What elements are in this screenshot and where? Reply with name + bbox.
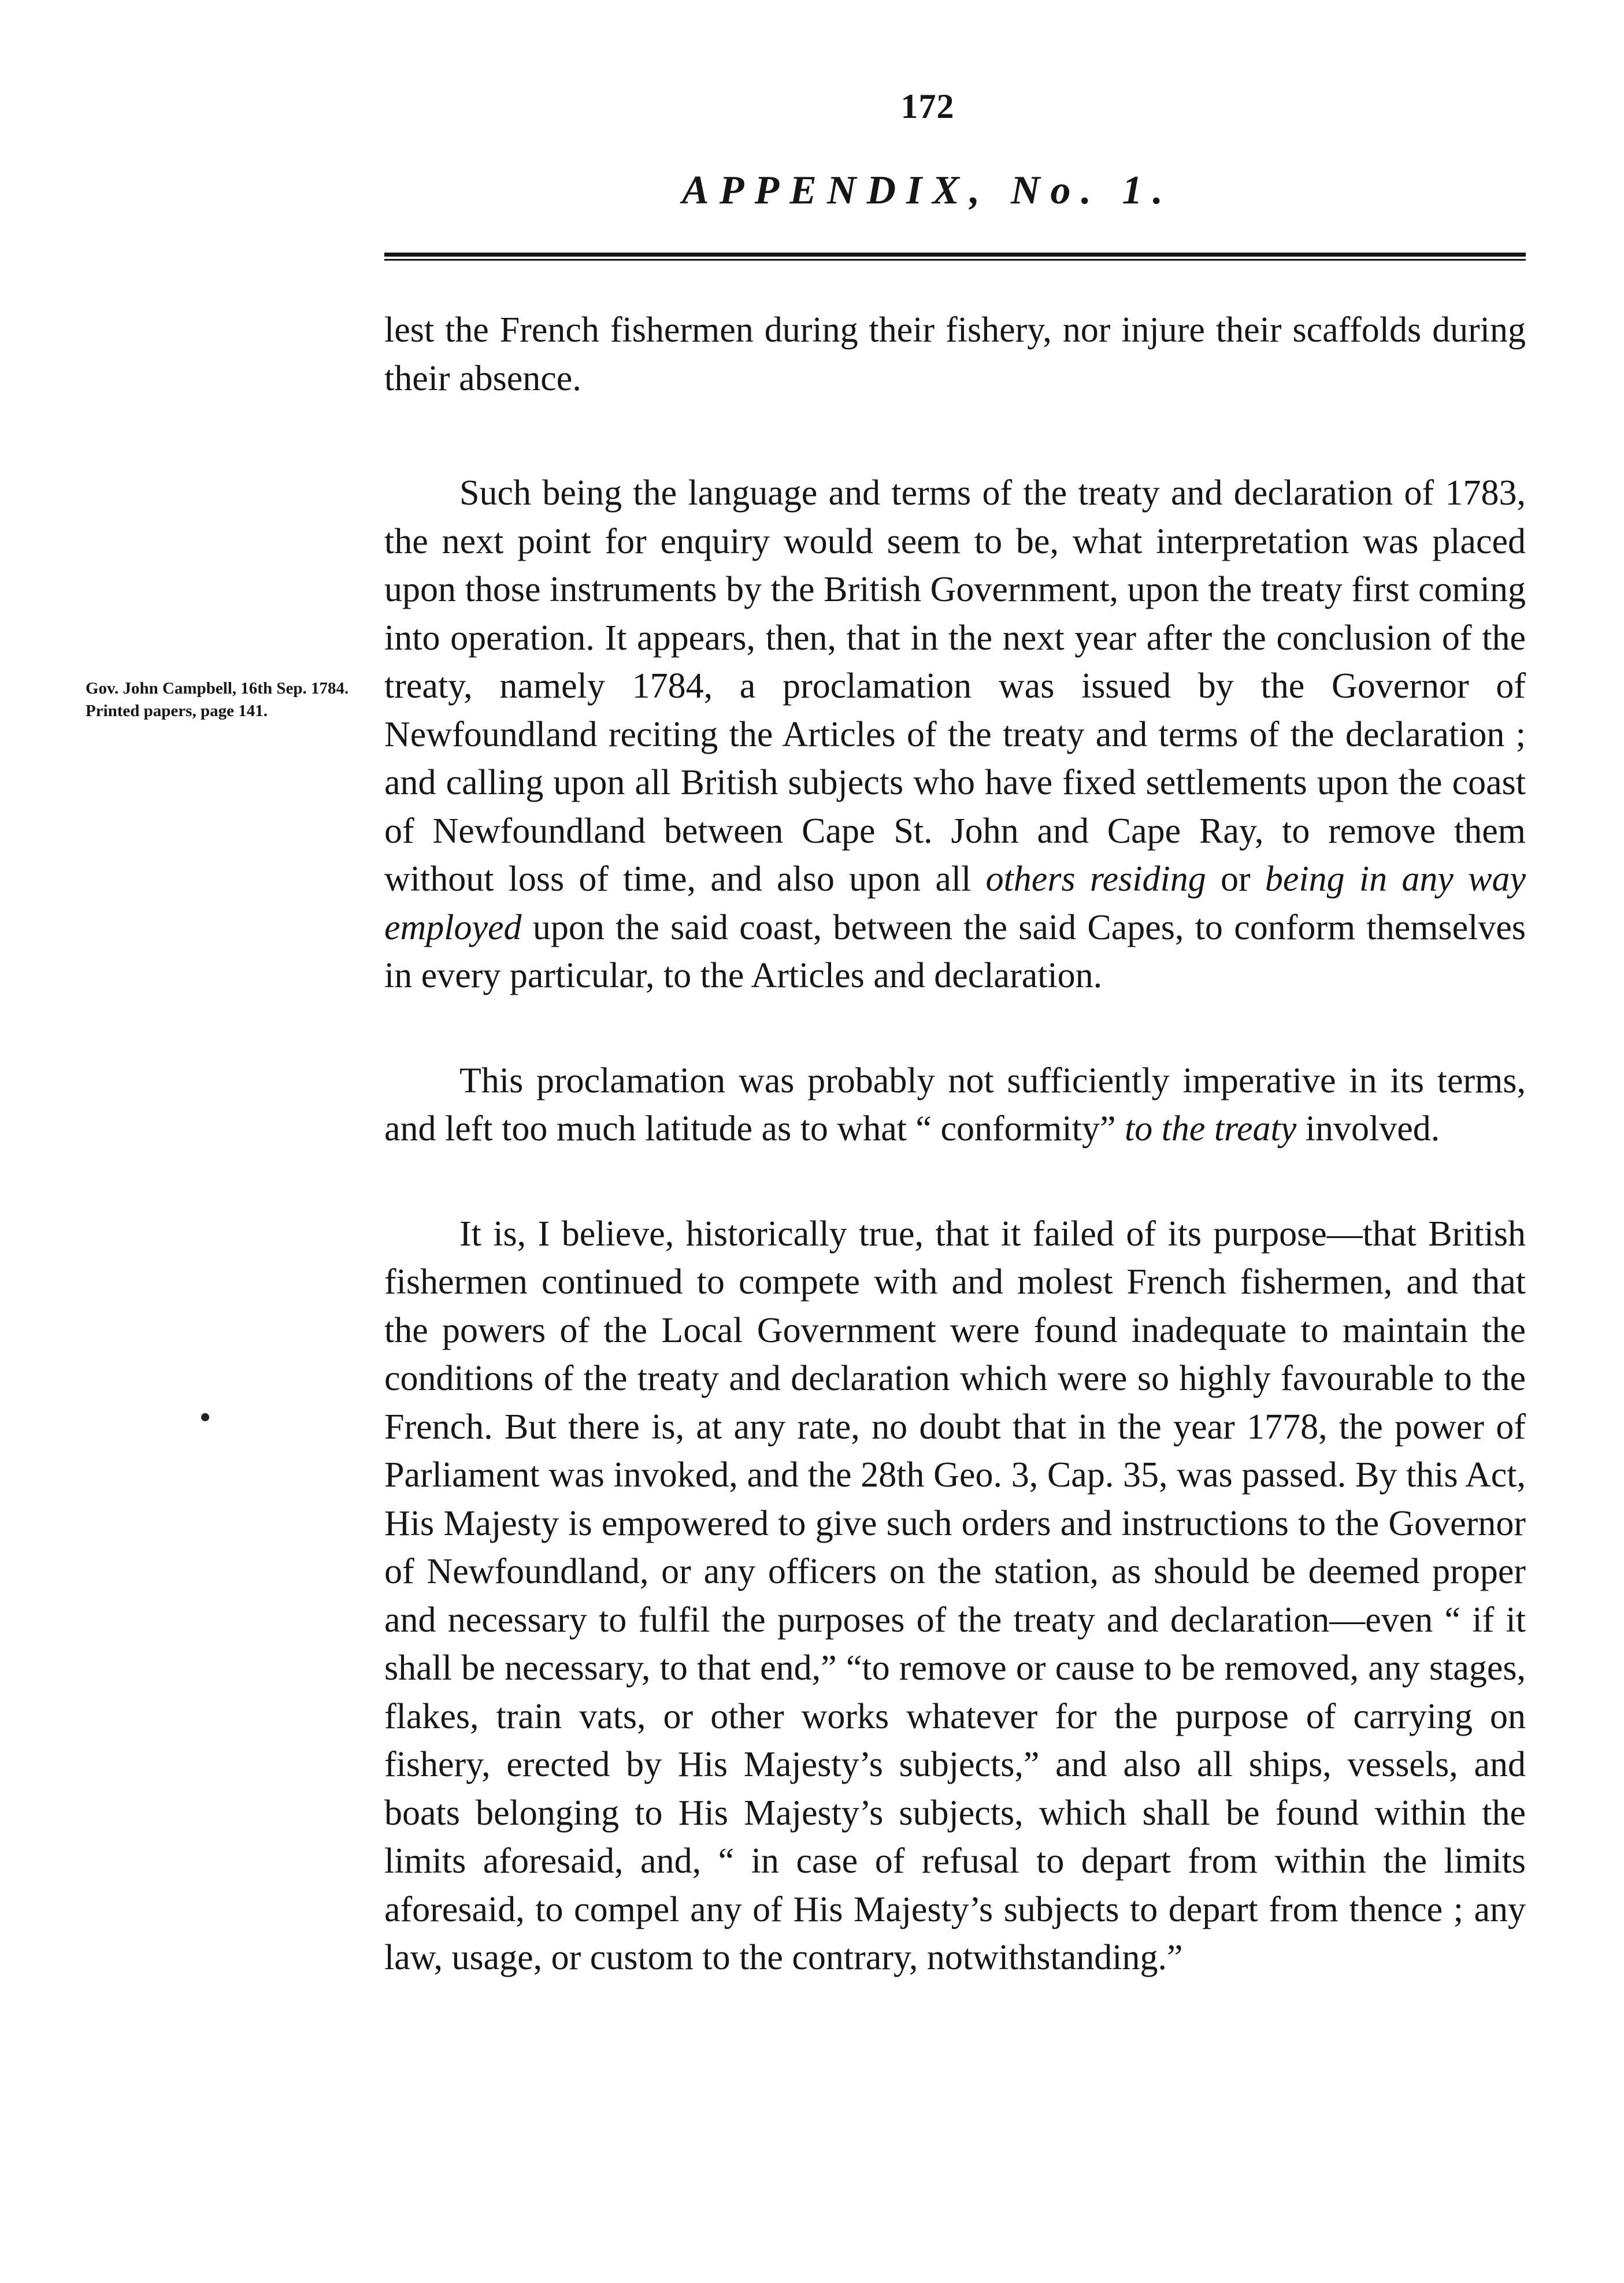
paragraph-parliament-act: It is, I believe, historically true, that it failed of its purpose—that British fishermen continued to compete with and molest French fishermen, and that the powers of the Local Government were found inadequate to maintain the conditions of the treaty and declaration which were so highly favourable to the French. But there is, at any rate, no doubt that in the year 1778, the power of Parliament was invoked, and the 28th Geo. 3, Cap. 35, was passed. By this Act, His Majesty is empowered to give such orders and instructions to the Governor of Newfoundland, or any officers on the station, as should be deemed proper and necessary to fulfil the purposes of the treaty and declaration—even “ if it shall be necessary, to that end,” “to remove or cause to be removed, any stages, flakes, train vats, or other works whatever for the purpose of carrying on fishery, erected by His Majesty’s subjects,” and also all ships, vessels, and boats belonging to His Majesty’s subjects, which shall be found within the limits aforesaid, and, “ in case of refusal to depart from within the limits aforesaid, to compel any of His Majesty’s subjects to depart from thence ; any law, usage, or custom to the contrary, notwithstanding.”: [384, 1214, 1526, 1977]
header-rule-thick: [384, 253, 1526, 257]
paragraph-imperative: [384, 1057, 1526, 1154]
print-speck: [201, 1413, 209, 1421]
paragraph-text: This proclamation was probably not sufficiently imperative in its terms, and left too much latitude as to what “ conformity”: [384, 1061, 1526, 1148]
running-title: APPENDIX, No. 1.: [682, 168, 1173, 213]
paragraph-text: upon the said coast, between the said Capes, to conform themselves in every particular, to the Articles and declaration.: [384, 907, 1526, 995]
italic-phrase: to the treaty: [1124, 1109, 1297, 1148]
paragraph-continued: lest the French fishermen during their fishery, nor injure their scaffolds during their absence.: [384, 310, 1526, 398]
italic-phrase: being in any way employed: [384, 859, 1526, 947]
paragraph-text: Such being the language and terms of the treaty and declaration of 1783, the next point for enquiry would seem to be, what interpretation was placed upon those instruments by the British Government, upon the treaty first coming into operation. It appears, then, that in the next year after the conclusion of the treaty, namely 1784, a proclamation was issued by the Governor of Newfoundland reciting the Articles of the treaty and terms of the declaration ; and calling upon all British subjects who have fixed settlements upon the coast of Newfoundland between Cape St. John and Cape Ray, to remove them without loss of time, and also upon all: [384, 473, 1526, 899]
body-text: [384, 306, 1526, 1982]
page-number: 172: [900, 87, 955, 125]
margin-sidenote: Gov. John Campbell, 16th Sep. 1784. Printed papers, page 141.: [86, 679, 349, 720]
header-rule-thin: [384, 259, 1526, 261]
header-double-rule: [384, 253, 1526, 262]
paragraph-text: or: [1206, 859, 1265, 899]
paragraph-proclamation: [384, 469, 1526, 1000]
italic-phrase: others residing: [985, 859, 1206, 899]
paragraph-text: involved.: [1296, 1109, 1440, 1148]
